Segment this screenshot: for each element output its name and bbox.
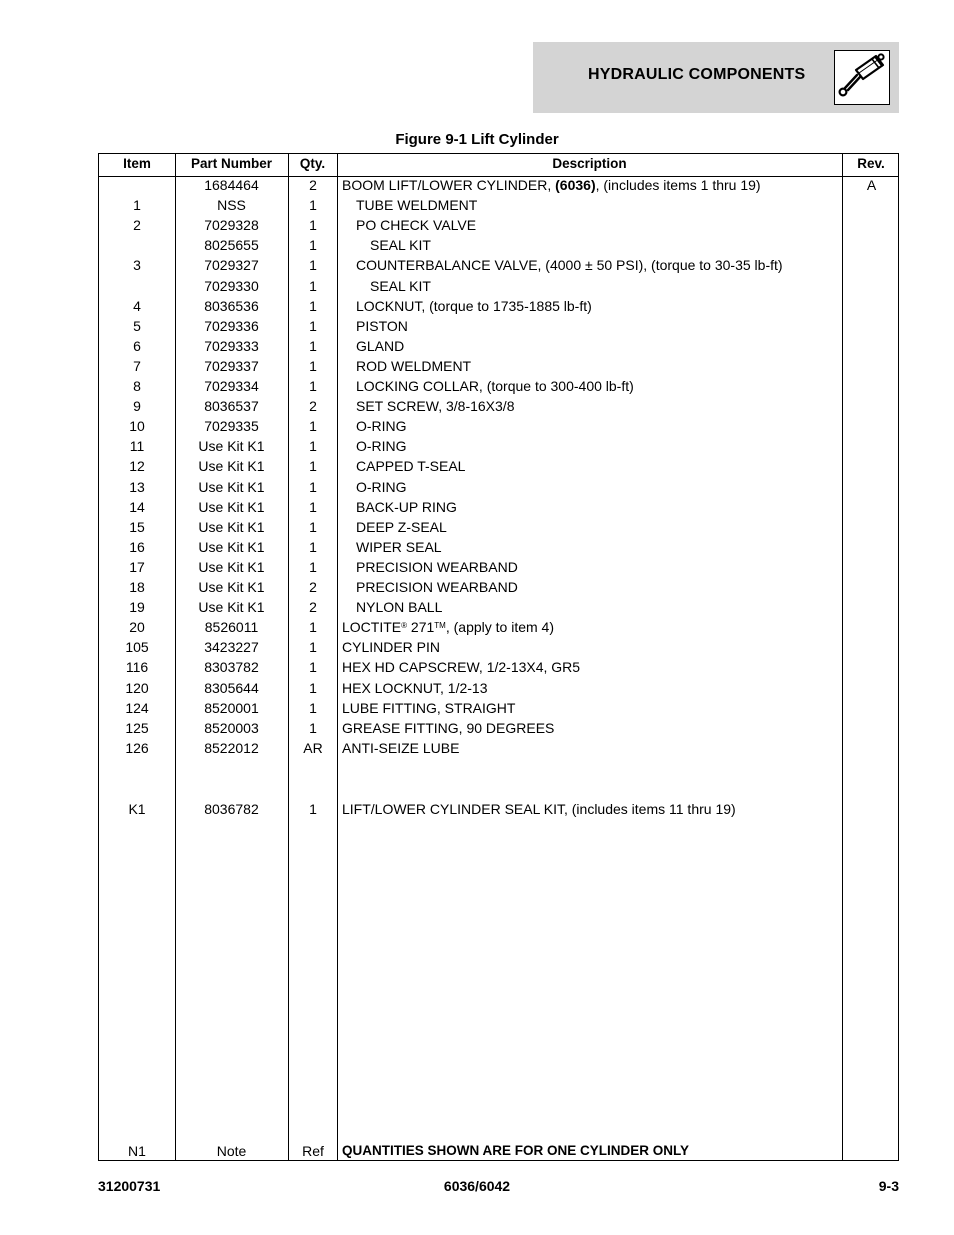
table-row: [99, 557, 900, 577]
cell-description: HEX LOCKNUT, 1/2-13: [342, 679, 488, 696]
cell-item: K1: [128, 801, 146, 817]
cell-item: 18: [129, 579, 145, 595]
cell-part-number: 3423227: [204, 639, 259, 656]
cell-qty: 1: [309, 418, 317, 435]
table-row: [99, 637, 900, 657]
cell-description: PO CHECK VALVE: [356, 217, 477, 234]
cell-description: CYLINDER PIN: [342, 639, 441, 656]
cell-qty: 2: [309, 579, 317, 595]
cell-item: 11: [129, 438, 145, 455]
cell-qty: 2: [309, 398, 317, 415]
description-text: BOOM LIFT/LOWER CYLINDER,: [342, 177, 556, 193]
parts-table: [98, 153, 899, 1161]
cell-qty: 1: [309, 478, 317, 495]
cell-item: 2: [133, 217, 141, 234]
cell-item: 10: [129, 418, 145, 435]
cell-part-number: 8522012: [204, 739, 259, 756]
cell-item: 105: [125, 639, 149, 656]
cell-qty: 1: [309, 801, 317, 817]
cell-item: 124: [125, 699, 149, 716]
footer-doc-number: 31200731: [98, 1178, 161, 1194]
cell-qty: 1: [309, 719, 317, 736]
description-text: LOCTITE: [342, 619, 402, 636]
cell-description: NYLON BALL: [356, 599, 443, 616]
column-header-part-number: Part Number: [190, 156, 273, 171]
cell-part-number: 8520001: [204, 699, 259, 716]
table-row: [99, 316, 900, 336]
table-row: [99, 235, 900, 255]
cell-description: GREASE FITTING, 90 DEGREES: [342, 719, 555, 736]
table-row-kit: [99, 799, 900, 819]
cell-description: O-RING: [356, 418, 407, 435]
cell-item: 9: [133, 398, 141, 415]
table-row: [99, 396, 900, 416]
cell-part-number: 7029336: [204, 317, 259, 334]
cell-part-number: Use Kit K1: [198, 538, 265, 555]
cell-qty: 1: [309, 639, 317, 656]
cell-qty: 2: [309, 177, 317, 193]
cell-description: [342, 617, 842, 637]
cell-description: SEAL KIT: [370, 277, 431, 294]
cell-item: 125: [125, 719, 149, 736]
footer-model: 6036/6042: [443, 1178, 511, 1194]
cell-description: SEAL KIT: [370, 237, 431, 254]
cell-part-number: 7029337: [204, 357, 259, 374]
description-model: (6036): [555, 177, 596, 193]
cell-description: CAPPED T-SEAL: [356, 458, 466, 475]
cell-qty: 1: [309, 538, 317, 555]
cell-part-number: 8036782: [204, 801, 259, 817]
cell-item: 7: [133, 357, 141, 374]
trademark-mark: TM: [434, 621, 446, 631]
table-row: [99, 657, 900, 677]
cell-description: COUNTERBALANCE VALVE, (4000 ± 50 PSI), (torque to 30-35 lb-ft): [356, 257, 783, 274]
cell-item: 13: [129, 478, 145, 495]
table-row-note: [99, 1141, 900, 1161]
cell-part-number: 7029327: [204, 257, 259, 274]
table-row: [99, 356, 900, 376]
cell-part-number: 7029328: [204, 217, 259, 234]
cell-item: 5: [133, 317, 141, 334]
cell-part-number: 8526011: [204, 619, 259, 636]
cell-item: 20: [129, 619, 145, 636]
table-row: [99, 597, 900, 617]
cell-qty: 1: [309, 357, 317, 374]
cell-part-number: 8520003: [204, 719, 259, 736]
cell-description: LOCKNUT, (torque to 1735-1885 lb-ft): [356, 297, 592, 314]
cell-part-number: 7029333: [204, 337, 259, 354]
cell-description: PISTON: [356, 317, 408, 334]
cell-qty: 1: [309, 317, 317, 334]
table-row: [99, 698, 900, 718]
cell-part-number: Use Kit K1: [198, 599, 265, 616]
cell-part-number: Use Kit K1: [198, 518, 265, 535]
cell-description: PRECISION WEARBAND: [356, 579, 518, 595]
cell-item: 16: [129, 538, 145, 555]
section-header: [533, 42, 899, 113]
cell-description: LOCKING COLLAR, (torque to 300-400 lb-ft): [356, 378, 634, 394]
cell-part-number: 1684464: [204, 177, 259, 193]
column-header-qty: Qty.: [299, 156, 326, 171]
cell-qty: 1: [309, 619, 317, 636]
cell-part-number: 7029335: [204, 418, 259, 435]
cell-description: BACK-UP RING: [356, 498, 457, 515]
cell-qty: 1: [309, 257, 317, 274]
cell-item: 6: [133, 337, 141, 354]
table-row: [99, 296, 900, 316]
table-row: [99, 215, 900, 235]
table-row: [99, 537, 900, 557]
cell-item: 17: [129, 558, 145, 575]
cell-qty: 1: [309, 558, 317, 575]
cell-description: TUBE WELDMENT: [356, 197, 478, 214]
description-text: , (apply to item 4): [445, 619, 554, 636]
table-row: [99, 416, 900, 436]
cell-item: 120: [125, 679, 149, 696]
cell-item: 1: [133, 197, 141, 214]
table-row: [99, 376, 900, 396]
cell-description: WIPER SEAL: [356, 538, 442, 555]
cell-description: SET SCREW, 3/8-16X3/8: [356, 398, 515, 415]
table-row: [99, 195, 900, 215]
cell-item: 14: [129, 498, 145, 515]
cell-qty: 1: [309, 498, 317, 515]
cell-part-number: 7029330: [204, 277, 259, 294]
cell-description: LUBE FITTING, STRAIGHT: [342, 699, 516, 716]
cell-item: 126: [125, 739, 149, 756]
description-text: , (includes items 1 thru 19): [595, 177, 761, 193]
column-header-rev: Rev.: [857, 156, 885, 171]
table-row: [99, 678, 900, 698]
cell-qty: Ref: [302, 1143, 324, 1159]
cell-part-number: 7029334: [204, 378, 259, 394]
cell-qty: 1: [309, 458, 317, 475]
table-row: [99, 175, 900, 195]
cell-part-number: 8305644: [204, 679, 259, 696]
cell-part-number: Use Kit K1: [198, 478, 265, 495]
section-title: HYDRAULIC COMPONENTS: [588, 66, 806, 83]
cell-qty: 1: [309, 659, 317, 676]
cell-qty: 1: [309, 237, 317, 254]
cell-qty: 1: [309, 217, 317, 234]
cell-qty: 1: [309, 337, 317, 354]
cell-part-number: Use Kit K1: [198, 498, 265, 515]
cell-part-number: Note: [216, 1143, 247, 1159]
table-row: [99, 456, 900, 476]
figure-title: Figure 9-1 Lift Cylinder: [395, 131, 559, 148]
table-row: [99, 718, 900, 738]
registered-mark: ®: [401, 621, 408, 631]
cell-description: O-RING: [356, 438, 407, 455]
footer-page-number: 9-3: [878, 1178, 899, 1194]
cell-item: 4: [133, 297, 141, 314]
cell-description: QUANTITIES SHOWN ARE FOR ONE CYLINDER ONLY: [342, 1143, 690, 1158]
cell-part-number: Use Kit K1: [198, 579, 265, 595]
table-row: [99, 276, 900, 296]
table-row: [99, 617, 900, 637]
cell-part-number: Use Kit K1: [198, 458, 265, 475]
cell-description: O-RING: [356, 478, 407, 495]
hydraulic-cylinder-icon: [834, 50, 890, 105]
cell-description: GLAND: [356, 337, 405, 354]
cell-qty: 1: [309, 679, 317, 696]
cell-qty: 1: [309, 197, 317, 214]
cell-part-number: 8036536: [204, 297, 259, 314]
table-row: [99, 497, 900, 517]
cell-qty: 1: [309, 518, 317, 535]
cell-item: 116: [125, 659, 149, 676]
table-row: [99, 436, 900, 456]
cell-qty: 1: [309, 438, 317, 455]
cell-rev: A: [866, 177, 877, 193]
table-row: [99, 738, 900, 758]
description-text: 271: [407, 619, 435, 636]
table-row: [99, 577, 900, 597]
cell-description: [342, 175, 842, 195]
table-row: [99, 336, 900, 356]
cell-item: 3: [133, 257, 141, 274]
cell-part-number: 8036537: [204, 398, 259, 415]
cell-item: 8: [133, 378, 141, 394]
cell-description: HEX HD CAPSCREW, 1/2-13X4, GR5: [342, 659, 581, 676]
table-row: [99, 255, 900, 275]
cell-description: ROD WELDMENT: [356, 357, 472, 374]
cell-description: LIFT/LOWER CYLINDER SEAL KIT, (includes items 11 thru 19): [342, 801, 736, 817]
cell-qty: 2: [309, 599, 317, 616]
cell-part-number: 8303782: [204, 659, 259, 676]
cell-item: N1: [128, 1143, 146, 1159]
table-row: [99, 517, 900, 537]
cell-description: ANTI-SEIZE LUBE: [342, 739, 460, 756]
cell-part-number: Use Kit K1: [198, 558, 265, 575]
cell-qty: 1: [309, 277, 317, 294]
column-header-description: Description: [552, 156, 627, 171]
cell-description: DEEP Z-SEAL: [356, 518, 447, 535]
cell-item: 19: [129, 599, 145, 616]
table-row: [99, 477, 900, 497]
cell-part-number: NSS: [217, 197, 246, 214]
cell-item: 12: [129, 458, 145, 475]
cell-qty: 1: [309, 378, 317, 394]
cell-qty: 1: [309, 699, 317, 716]
cell-qty: AR: [303, 739, 323, 756]
column-header-item: Item: [123, 156, 151, 171]
cell-description: PRECISION WEARBAND: [356, 558, 518, 575]
cell-part-number: 8025655: [204, 237, 259, 254]
cell-part-number: Use Kit K1: [198, 438, 265, 455]
cell-qty: 1: [309, 297, 317, 314]
cell-item: 15: [129, 518, 145, 535]
